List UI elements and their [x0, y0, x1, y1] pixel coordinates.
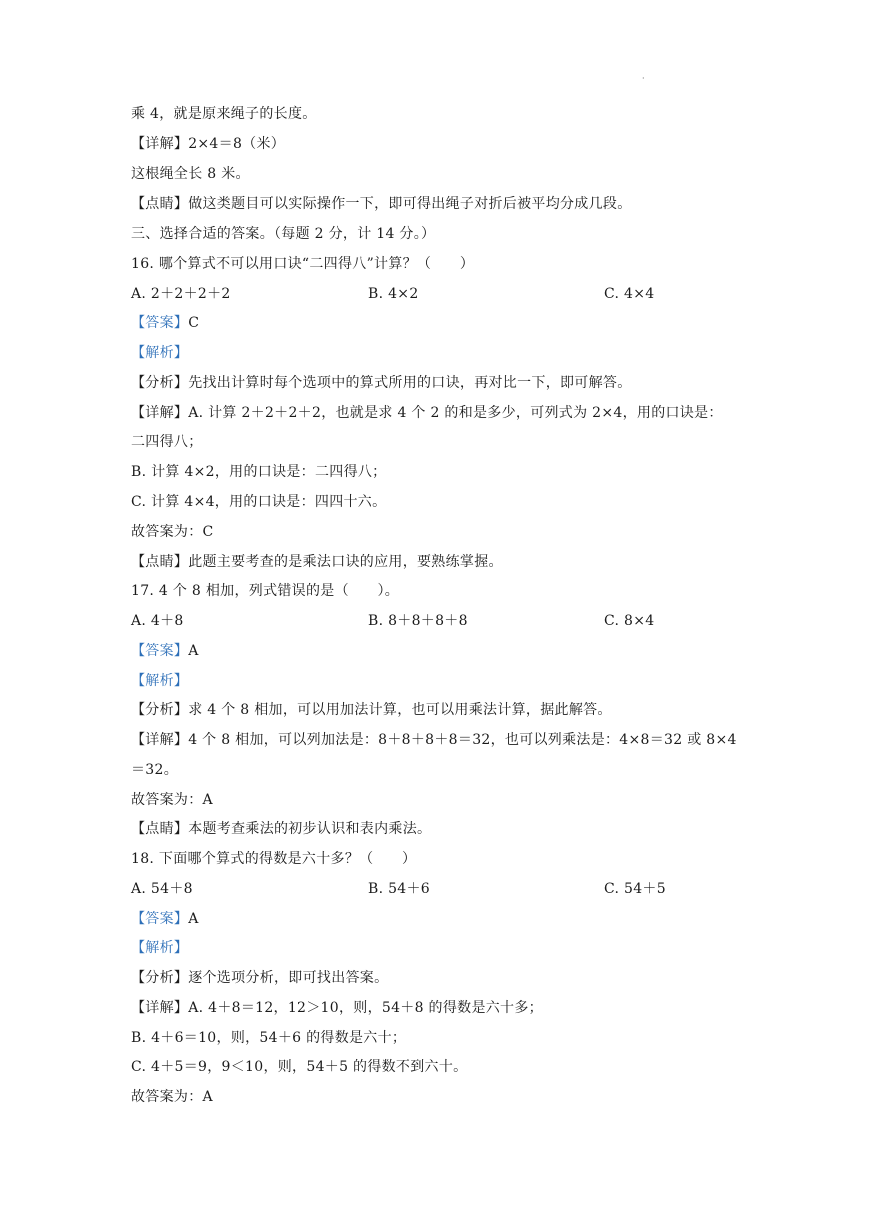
answer-value: A	[188, 643, 199, 659]
question-18: 18. 下面哪个算式的得数是六十多？（ ）	[131, 851, 417, 867]
q17-xiangjie-1: 【详解】4 个 8 相加，可以列加法是：8＋8＋8＋8＝32，也可以列乘法是：4×8＝32 或 8×4	[131, 732, 737, 748]
q17-fenxi: 【分析】求 4 个 8 相加，可以用加法计算，也可以用乘法计算，据此解答。	[131, 702, 612, 718]
q16-option-c: C. 4×4	[604, 286, 655, 302]
q17-answer	[131, 641, 199, 661]
q16-xiangjie-4: C. 计算 4×4，用的口诀是：四四十六。	[131, 494, 387, 510]
q18-conclusion: 故答案为：A	[131, 1089, 213, 1105]
q16-fenxi: 【分析】先找出计算时每个选项中的算式所用的口诀，再对比一下，即可解答。	[131, 375, 632, 391]
q18-analysis-tag: 【解析】	[131, 940, 189, 956]
text-line: 乘 4，就是原来绳子的长度。	[131, 106, 317, 122]
q17-option-b: B. 8＋8＋8＋8	[368, 613, 468, 629]
q17-conclusion: 故答案为：A	[131, 792, 213, 808]
answer-value: C	[188, 315, 200, 331]
q18-answer	[131, 909, 199, 929]
question-16: 16. 哪个算式不可以用口诀“二四得八”计算？（ ）	[131, 256, 475, 272]
q18-xiangjie-1: 【详解】A. 4＋8＝12，12＞10，则，54＋8 的得数是六十多；	[131, 1000, 543, 1016]
q16-answer	[131, 313, 199, 333]
section-heading: 三、选择合适的答案。（每题 2 分，计 14 分。）	[131, 226, 436, 242]
text-line: 【详解】2×4＝8（米）	[131, 136, 286, 152]
answer-value: A	[188, 911, 199, 927]
q18-option-c: C. 54＋5	[604, 881, 666, 897]
q17-dianjing: 【点睛】本题考查乘法的初步认识和表内乘法。	[131, 821, 432, 837]
q18-option-b: B. 54＋6	[368, 881, 431, 897]
text-line: 【点睛】做这类题目可以实际操作一下，即可得出绳子对折后被平均分成几段。	[131, 196, 632, 212]
q18-fenxi: 【分析】逐个选项分析，即可找出答案。	[131, 970, 389, 986]
q16-conclusion: 故答案为：C	[131, 524, 214, 540]
q16-xiangjie-1: 【详解】A. 计算 2＋2＋2＋2，也就是求 4 个 2 的和是多少，可列式为 2×4，用的口诀是：	[131, 405, 723, 421]
q16-dianjing: 【点睛】此题主要考查的是乘法口诀的应用，要熟练掌握。	[131, 554, 503, 570]
q16-option-b: B. 4×2	[368, 286, 419, 302]
q17-option-c: C. 8×4	[604, 613, 655, 629]
q17-option-a: A. 4＋8	[131, 613, 184, 629]
header-dot: ·	[642, 74, 645, 83]
q16-xiangjie-2: 二四得八；	[131, 434, 203, 450]
q16-xiangjie-3: B. 计算 4×2，用的口诀是：二四得八；	[131, 464, 387, 480]
q16-option-a: A. 2＋2＋2＋2	[131, 286, 231, 302]
answer-tag: 【答案】	[131, 315, 189, 331]
q18-xiangjie-3: C. 4＋5＝9，9＜10，则，54＋5 的得数不到六十。	[131, 1059, 468, 1075]
answer-tag: 【答案】	[131, 643, 189, 659]
q16-analysis-tag: 【解析】	[131, 345, 189, 361]
q17-analysis-tag: 【解析】	[131, 673, 189, 689]
text-line: 这根绳全长 8 米。	[131, 166, 250, 182]
question-17: 17. 4 个 8 相加，列式错误的是（ ）。	[131, 583, 400, 599]
q18-option-a: A. 54＋8	[131, 881, 193, 897]
q18-xiangjie-2: B. 4＋6＝10，则，54＋6 的得数是六十；	[131, 1030, 407, 1046]
answer-tag: 【答案】	[131, 911, 189, 927]
q17-xiangjie-2: ＝32。	[131, 762, 179, 778]
